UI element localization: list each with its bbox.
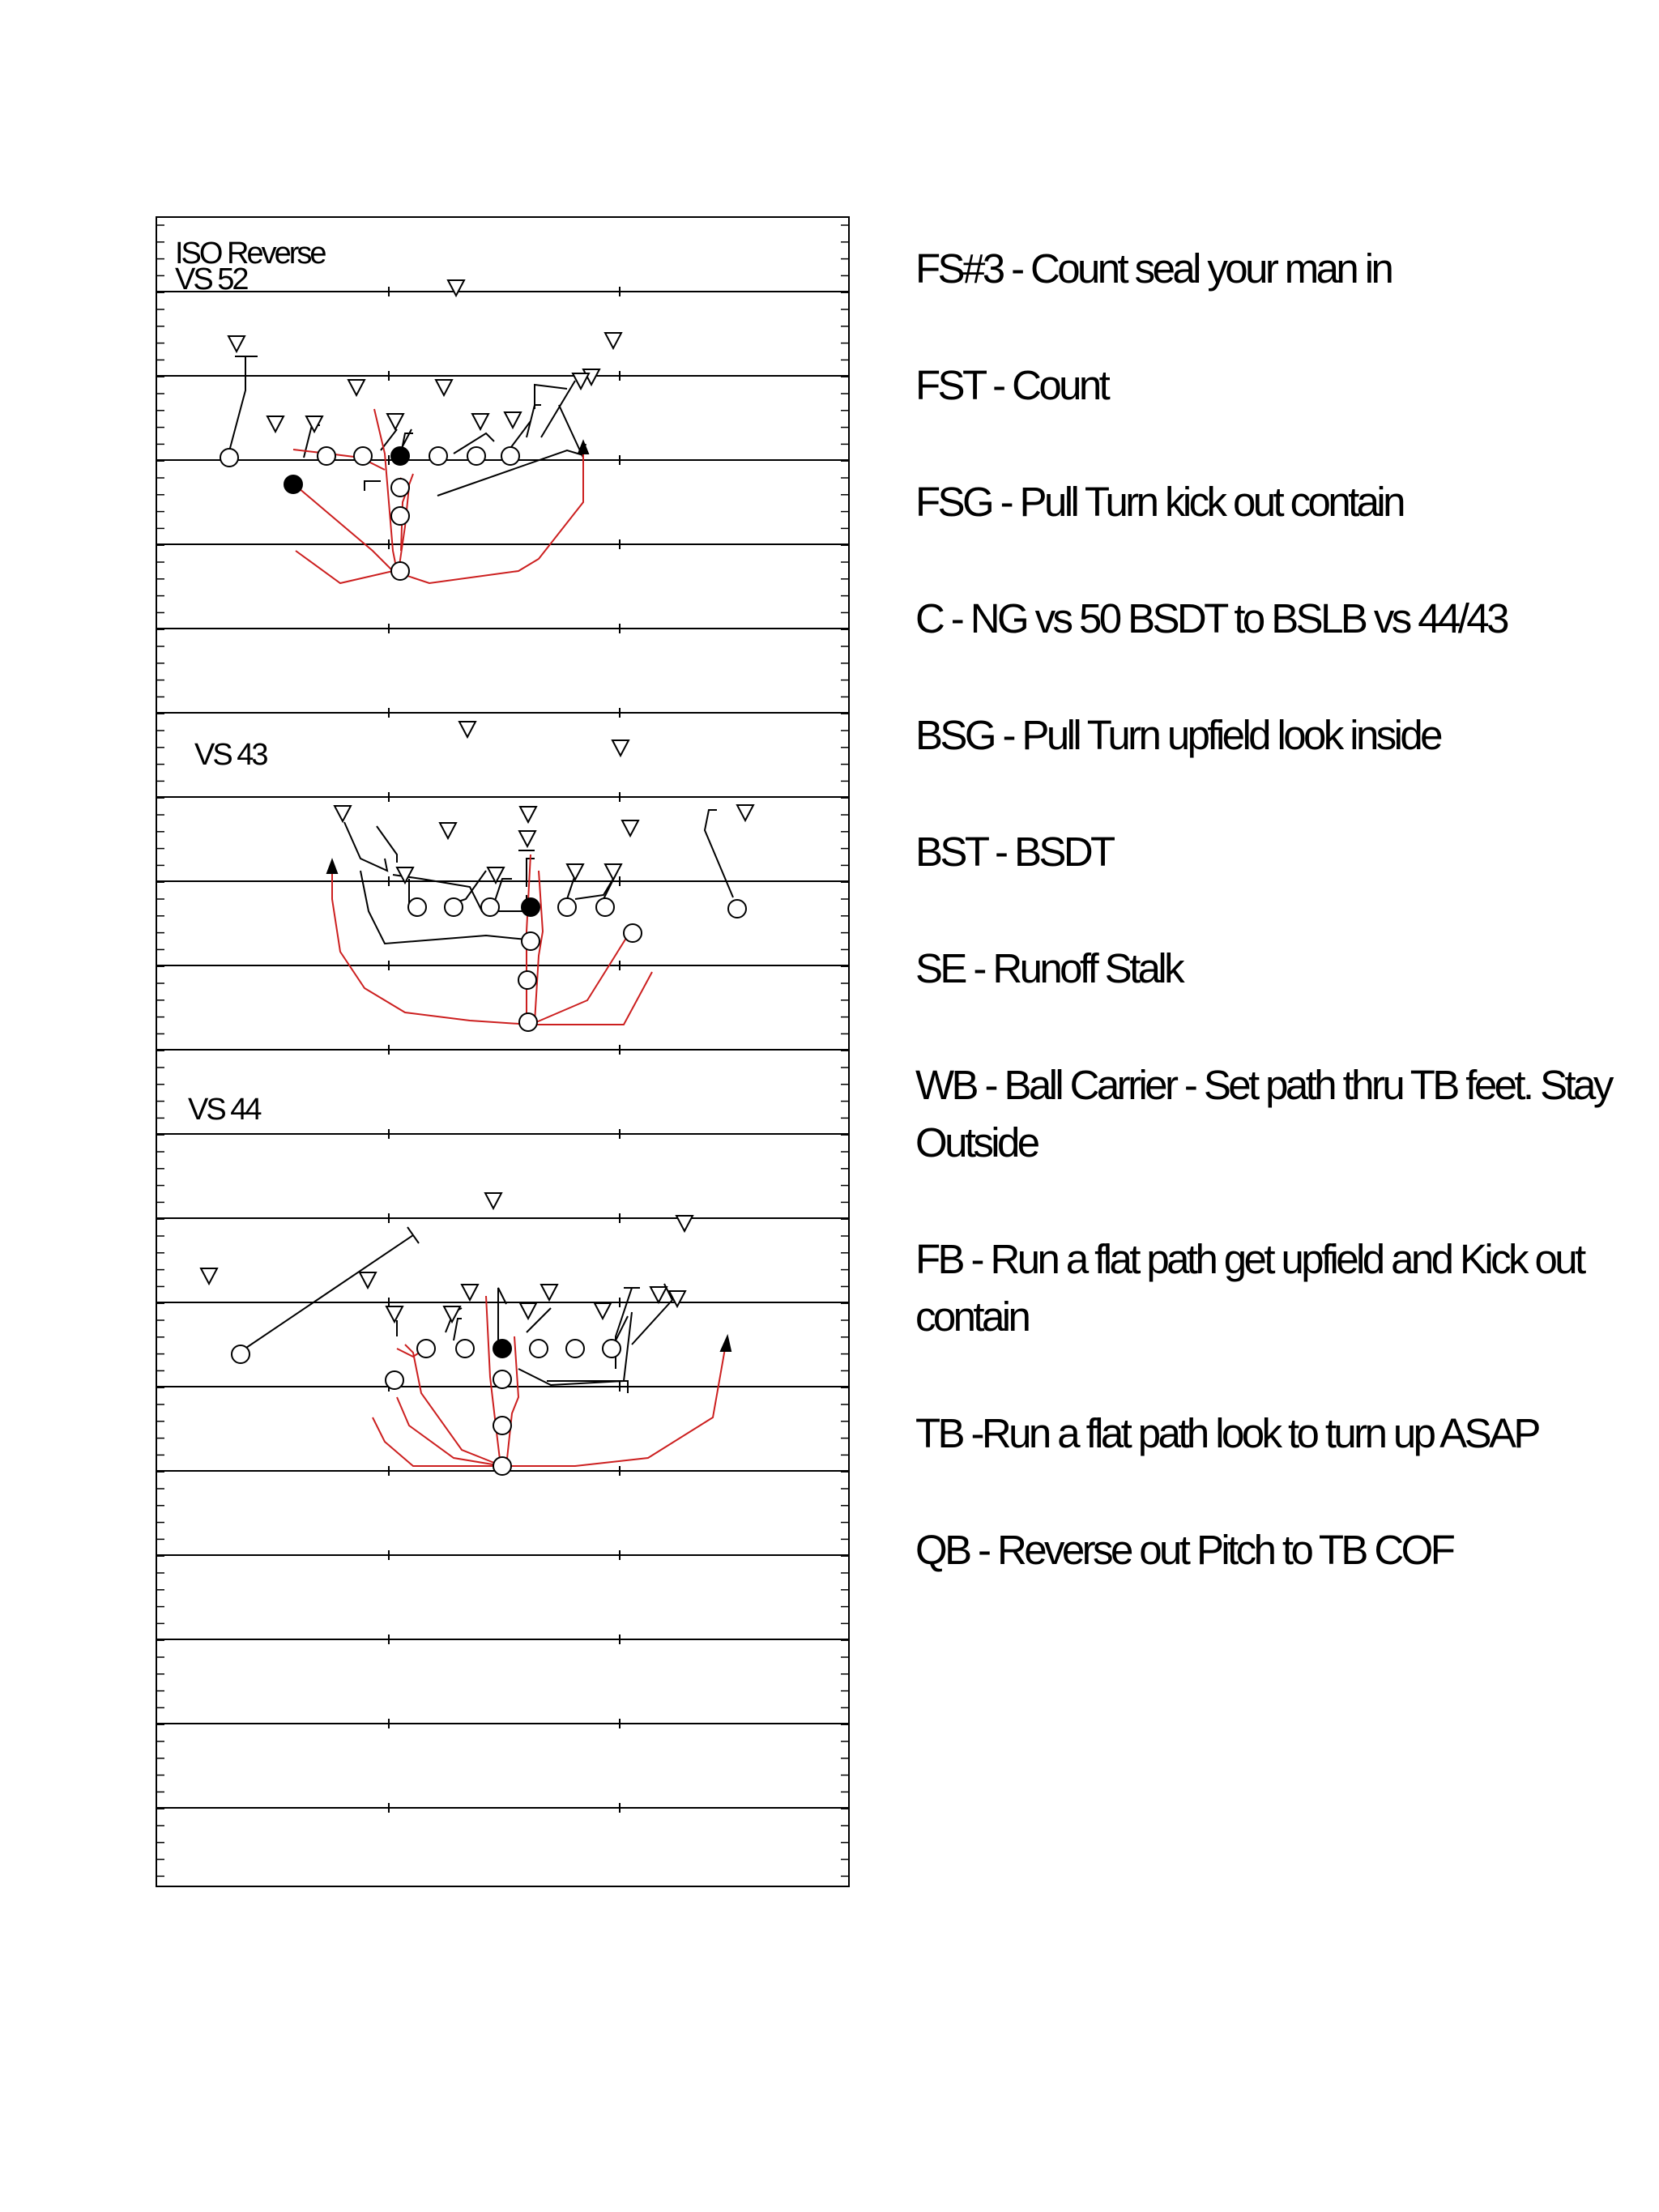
- assignment-bsg: BSG - Pull Turn upfield look inside: [915, 712, 1440, 758]
- yard-lines: [156, 292, 849, 1808]
- assignment-notes: [915, 240, 1644, 1638]
- offense-player: [408, 898, 426, 916]
- defense-player: [335, 806, 351, 821]
- ball-carrier: [493, 1340, 511, 1357]
- offense-player: [456, 1340, 474, 1357]
- defense-player: [519, 831, 535, 846]
- offense-player: [391, 507, 409, 525]
- defense-player: [650, 1287, 667, 1302]
- defense-player: [605, 333, 621, 348]
- diagram-1-players: [220, 280, 621, 580]
- offense-player: [445, 898, 463, 916]
- defense-player: [306, 416, 322, 432]
- defense-player: [505, 412, 521, 428]
- ball-carrier: [522, 898, 539, 916]
- defense-player: [436, 380, 452, 395]
- assignment-fb: FB - Run a flat path get upfield and Kick out contain: [915, 1236, 1584, 1340]
- offense-player: [603, 1340, 621, 1357]
- defense-player: [541, 1285, 557, 1300]
- assignment-fsg: FSG - Pull Turn kick out contain: [915, 479, 1403, 525]
- diagram-1-vs-52: [220, 280, 621, 583]
- offense-player: [493, 1417, 511, 1434]
- offense-player: [318, 447, 335, 465]
- defense-player: [459, 722, 476, 737]
- offense-player: [232, 1345, 249, 1363]
- diagram-1-title-line-1: ISO Reverse: [175, 237, 325, 271]
- defense-player: [676, 1216, 693, 1231]
- offense-player: [624, 924, 642, 942]
- offense-player: [566, 1340, 584, 1357]
- defense-player: [520, 1303, 536, 1319]
- offense-player: [467, 447, 485, 465]
- assignment-wb: WB - Ball Carrier - Set path thru TB feet. Stay Outside: [915, 1062, 1611, 1166]
- defense-player: [440, 823, 456, 838]
- offense-player: [519, 1013, 537, 1031]
- assignment-fst: FST - Count: [915, 362, 1108, 408]
- offense-player: [417, 1340, 435, 1357]
- offense-player: [220, 449, 238, 467]
- diagram-2-players: [335, 722, 753, 1031]
- defense-player: [387, 414, 403, 429]
- defense-player: [622, 820, 638, 836]
- diagram-1-routes: [229, 356, 588, 583]
- diagram-2-title: VS 43: [194, 738, 267, 772]
- diagram-3-title: VS 44: [188, 1093, 260, 1127]
- defense-player: [360, 1272, 376, 1288]
- offense-player: [728, 900, 746, 918]
- assignment-bst: BST - BSDT: [915, 829, 1113, 875]
- defense-player: [485, 1193, 501, 1208]
- offense-player: [522, 932, 539, 950]
- ball-carrier: [391, 447, 409, 465]
- defense-player: [228, 336, 245, 352]
- offense-player: [481, 898, 499, 916]
- offense-player: [493, 1370, 511, 1388]
- offense-player: [354, 447, 372, 465]
- assignment-c: C - NG vs 50 BSDT to BSLB vs 44/43: [915, 595, 1507, 641]
- offense-player: [518, 971, 536, 989]
- defense-player: [612, 740, 629, 756]
- offense-player: [501, 447, 519, 465]
- offense-player: [558, 898, 576, 916]
- defense-player: [595, 1303, 611, 1319]
- offense-player: [596, 898, 614, 916]
- diagram-1-title-line-2: VS 52: [175, 262, 247, 296]
- offense-player: [429, 447, 447, 465]
- diagram-3-routes: [241, 1227, 731, 1466]
- defense-player: [737, 805, 753, 820]
- offense-player: [493, 1457, 511, 1475]
- defense-player: [520, 807, 536, 822]
- defense-player: [567, 864, 583, 880]
- defense-player: [448, 280, 464, 296]
- diagram-3-vs-44: [201, 1193, 731, 1475]
- assignment-tb: TB -Run a flat path look to turn up ASAP: [915, 1410, 1538, 1456]
- offense-player: [391, 562, 409, 580]
- defense-player: [386, 1306, 403, 1322]
- assignment-fs3: FS#3 - Count seal your man in: [915, 245, 1392, 292]
- defense-player: [462, 1285, 478, 1300]
- offense-player: [391, 479, 409, 497]
- ball-carrier: [284, 475, 302, 493]
- assignment-qb: QB - Reverse out Pitch to TB COF: [915, 1527, 1453, 1573]
- assignment-se: SE - Runoff Stalk: [915, 945, 1183, 991]
- defense-player: [348, 380, 365, 395]
- diagram-2-vs-43: [327, 722, 753, 1031]
- offense-player: [530, 1340, 548, 1357]
- defense-player: [267, 416, 284, 432]
- defense-player: [201, 1268, 217, 1284]
- defense-player: [472, 414, 488, 429]
- field-border: [156, 217, 849, 1886]
- offense-player: [386, 1371, 403, 1389]
